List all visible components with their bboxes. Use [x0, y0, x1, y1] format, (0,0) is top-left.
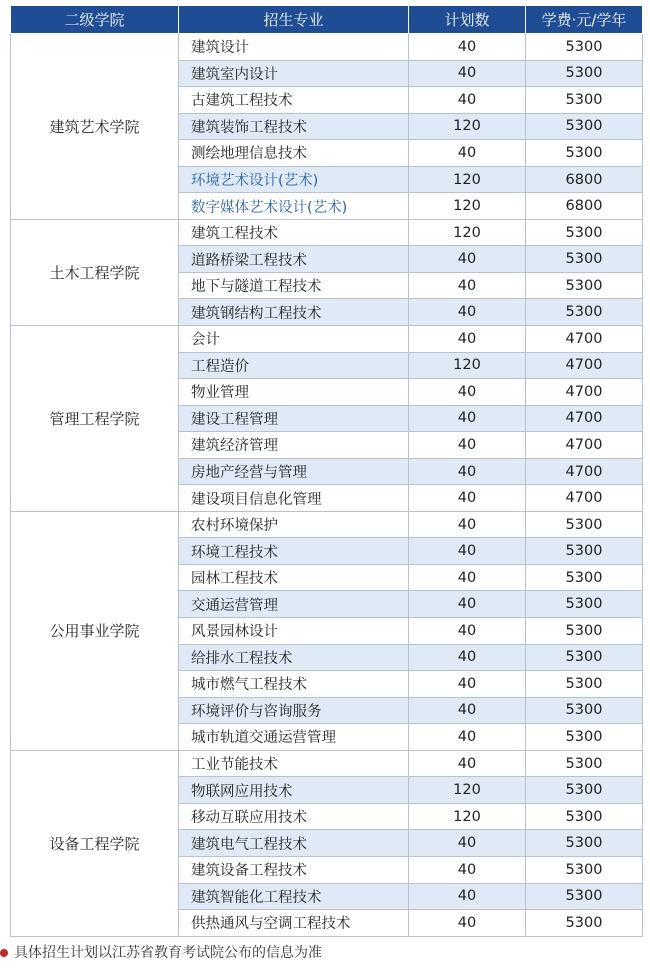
- college-cell: 公用事业学院: [11, 511, 179, 750]
- table-row: [11, 511, 643, 538]
- plan-cell: 40: [409, 246, 526, 273]
- major-cell: 工业节能技术: [179, 750, 409, 777]
- major-cell: 风景园林设计: [179, 618, 409, 645]
- plan-cell: 40: [409, 618, 526, 645]
- fee-cell: 5300: [526, 724, 643, 751]
- header-row: [11, 6, 643, 34]
- major-cell: 交通运营管理: [179, 591, 409, 618]
- fee-cell: 5300: [526, 671, 643, 698]
- plan-cell: 120: [409, 803, 526, 830]
- plan-cell: 40: [409, 379, 526, 406]
- plan-cell: 120: [409, 777, 526, 804]
- header-fee: 学费·元/学年: [526, 6, 643, 34]
- major-cell: 城市燃气工程技术: [179, 671, 409, 698]
- major-cell: 建设工程管理: [179, 405, 409, 432]
- fee-cell: 4700: [526, 326, 643, 353]
- fee-cell: 5300: [526, 34, 643, 61]
- fee-cell: 5300: [526, 856, 643, 883]
- fee-cell: 5300: [526, 538, 643, 565]
- header-major: 招生专业: [179, 6, 409, 34]
- plan-cell: 40: [409, 591, 526, 618]
- major-cell: 农村环境保护: [179, 511, 409, 538]
- plan-cell: 40: [409, 326, 526, 353]
- plan-cell: 40: [409, 644, 526, 671]
- plan-cell: 40: [409, 856, 526, 883]
- major-cell: 城市轨道交通运营管理: [179, 724, 409, 751]
- major-cell: 物业管理: [179, 379, 409, 406]
- table-row: [11, 750, 643, 777]
- fee-cell: 5300: [526, 511, 643, 538]
- table-body: [11, 34, 643, 937]
- major-cell: 道路桥梁工程技术: [179, 246, 409, 273]
- fee-cell: 5300: [526, 750, 643, 777]
- college-cell: 管理工程学院: [11, 326, 179, 512]
- plan-cell: 40: [409, 272, 526, 299]
- fee-cell: 5300: [526, 246, 643, 273]
- major-cell: 房地产经营与管理: [179, 458, 409, 485]
- major-cell: 工程造价: [179, 352, 409, 379]
- bullet-dot-icon: [0, 949, 8, 957]
- plan-cell: 120: [409, 113, 526, 140]
- major-cell: 物联网应用技术: [179, 777, 409, 804]
- major-cell: 建筑钢结构工程技术: [179, 299, 409, 326]
- plan-cell: 40: [409, 299, 526, 326]
- major-cell: 建筑电气工程技术: [179, 830, 409, 857]
- footnote: [0, 942, 322, 962]
- fee-cell: 5300: [526, 564, 643, 591]
- plan-cell: 40: [409, 750, 526, 777]
- plan-cell: 120: [409, 219, 526, 246]
- college-cell: 土木工程学院: [11, 219, 179, 325]
- plan-cell: 40: [409, 405, 526, 432]
- fee-cell: 4700: [526, 458, 643, 485]
- major-cell: 建设项目信息化管理: [179, 485, 409, 512]
- major-cell: 给排水工程技术: [179, 644, 409, 671]
- fee-cell: 5300: [526, 272, 643, 299]
- plan-cell: 120: [409, 193, 526, 220]
- major-cell: 环境评价与咨询服务: [179, 697, 409, 724]
- header-college: 二级学院: [11, 6, 179, 34]
- major-cell: 移动互联应用技术: [179, 803, 409, 830]
- header-plan: 计划数: [409, 6, 526, 34]
- fee-cell: 5300: [526, 830, 643, 857]
- plan-cell: 40: [409, 511, 526, 538]
- plan-cell: 120: [409, 166, 526, 193]
- fee-cell: 5300: [526, 219, 643, 246]
- plan-cell: 40: [409, 140, 526, 167]
- plan-cell: 40: [409, 60, 526, 87]
- major-cell: 供热通风与空调工程技术: [179, 910, 409, 937]
- major-cell: 测绘地理信息技术: [179, 140, 409, 167]
- major-cell: 建筑智能化工程技术: [179, 883, 409, 910]
- fee-cell: 5300: [526, 910, 643, 937]
- major-cell: 建筑经济管理: [179, 432, 409, 459]
- plan-cell: 40: [409, 458, 526, 485]
- major-cell: 数字媒体艺术设计(艺术): [179, 193, 409, 220]
- plan-cell: 40: [409, 564, 526, 591]
- major-cell: 环境艺术设计(艺术): [179, 166, 409, 193]
- fee-cell: 5300: [526, 618, 643, 645]
- fee-cell: 5300: [526, 883, 643, 910]
- plan-cell: 40: [409, 697, 526, 724]
- plan-cell: 40: [409, 883, 526, 910]
- plan-cell: 40: [409, 538, 526, 565]
- fee-cell: 4700: [526, 379, 643, 406]
- plan-cell: 40: [409, 671, 526, 698]
- fee-cell: 6800: [526, 193, 643, 220]
- plan-cell: 40: [409, 34, 526, 61]
- fee-cell: 5300: [526, 777, 643, 804]
- fee-cell: 4700: [526, 352, 643, 379]
- fee-cell: 5300: [526, 803, 643, 830]
- plan-cell: 40: [409, 830, 526, 857]
- major-cell: 建筑设备工程技术: [179, 856, 409, 883]
- major-cell: 建筑装饰工程技术: [179, 113, 409, 140]
- fee-cell: 4700: [526, 485, 643, 512]
- major-cell: 园林工程技术: [179, 564, 409, 591]
- footnote-text: 具体招生计划以江苏省教育考试院公布的信息为准: [14, 945, 322, 961]
- fee-cell: 5300: [526, 591, 643, 618]
- major-cell: 古建筑工程技术: [179, 87, 409, 114]
- major-cell: 地下与隧道工程技术: [179, 272, 409, 299]
- major-cell: 会计: [179, 326, 409, 353]
- enrollment-table: [10, 5, 643, 937]
- plan-cell: 40: [409, 724, 526, 751]
- fee-cell: 5300: [526, 299, 643, 326]
- fee-cell: 5300: [526, 697, 643, 724]
- fee-cell: 4700: [526, 432, 643, 459]
- plan-cell: 40: [409, 910, 526, 937]
- table-row: [11, 219, 643, 246]
- plan-cell: 40: [409, 87, 526, 114]
- fee-cell: 4700: [526, 405, 643, 432]
- plan-cell: 40: [409, 432, 526, 459]
- fee-cell: 5300: [526, 140, 643, 167]
- table-row: [11, 326, 643, 353]
- fee-cell: 5300: [526, 644, 643, 671]
- major-cell: 环境工程技术: [179, 538, 409, 565]
- fee-cell: 5300: [526, 87, 643, 114]
- college-cell: 建筑艺术学院: [11, 34, 179, 220]
- major-cell: 建筑设计: [179, 34, 409, 61]
- fee-cell: 6800: [526, 166, 643, 193]
- plan-cell: 120: [409, 352, 526, 379]
- fee-cell: 5300: [526, 60, 643, 87]
- fee-cell: 5300: [526, 113, 643, 140]
- table-row: [11, 34, 643, 61]
- plan-cell: 40: [409, 485, 526, 512]
- major-cell: 建筑室内设计: [179, 60, 409, 87]
- college-cell: 设备工程学院: [11, 750, 179, 936]
- major-cell: 建筑工程技术: [179, 219, 409, 246]
